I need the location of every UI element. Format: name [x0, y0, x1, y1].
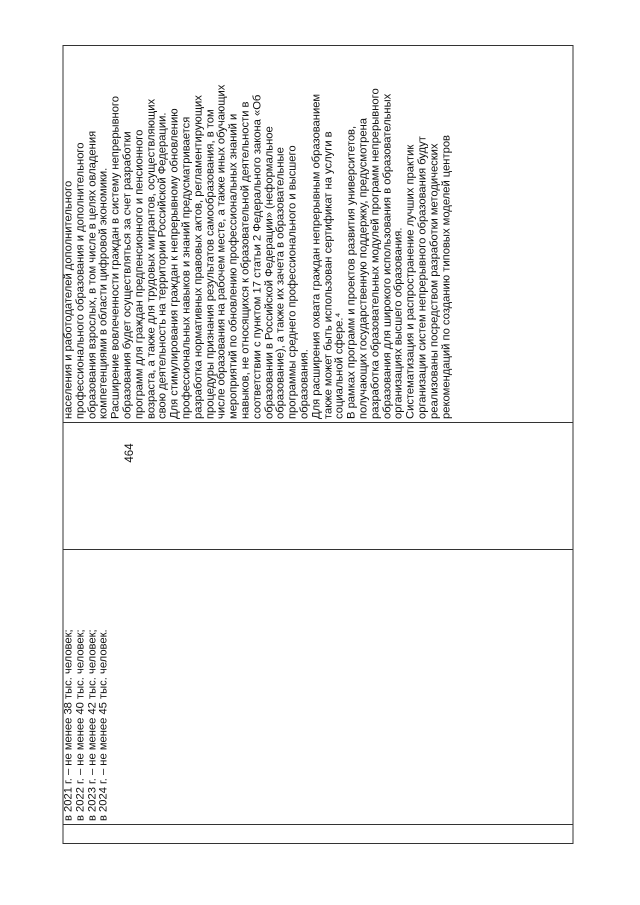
text-line: населения и работодателей дополнительного: [62, 180, 75, 419]
empty-cell-narrow: [63, 825, 573, 844]
target-line: в 2022 г. – не менее 40 тыс. человек;: [74, 629, 87, 821]
text-line: возраста, а также для трудовых мигрантов, осуществляющих: [145, 98, 158, 419]
text-line: образовании в Российской Федерации» (неформальное: [263, 126, 276, 419]
text-line: разработка нормативных правовых актов, регламентирующих: [192, 95, 205, 419]
description-cell: [63, 46, 573, 423]
text-line: социальной сфере.⁴: [333, 312, 346, 419]
text-line: профессионального образования и дополнительного: [74, 142, 87, 419]
text-line: В рамках программ и проектов развития университетов,: [345, 125, 358, 419]
text-line: организациях высшего образования.: [392, 227, 405, 419]
page-number: 464: [124, 443, 136, 463]
text-line: образование), а также их зачета в образовательные: [274, 147, 287, 419]
text-line: организации систем непрерывного образования будут: [416, 136, 429, 419]
text-line: программы среднего профессионального и высшего: [286, 145, 299, 419]
text-line: образования для широкого использования в образовательных: [381, 93, 394, 419]
table-row: [63, 46, 573, 844]
text-line: образования взрослых, в том числе в целях овладения: [86, 130, 99, 419]
target-line: в 2023 г. – не менее 42 тыс. человек;: [86, 629, 99, 821]
text-line: Для расширения охвата граждан непрерывным образованием: [310, 93, 323, 419]
target-line: в 2024 г. – не менее 45 тыс. человек.: [97, 629, 110, 821]
text-line: навыков, не относящихся к образовательной деятельности в: [239, 101, 252, 419]
text-line: реализованы посредством разработки методических: [428, 143, 441, 419]
text-line: профессиональных навыков и знаний предусматривается: [180, 116, 193, 419]
empty-cell-middle: [63, 423, 573, 550]
text-line: свою деятельность на территории Российской Федерации.: [156, 112, 169, 419]
text-line: соответствии с пунктом 17 статьи 2 Федерального закона «Об: [251, 94, 264, 419]
text-line: программ для граждан предпенсионного и пенсионного: [133, 129, 146, 419]
content-table: [63, 45, 574, 844]
text-line: Для стимулирования граждан к непрерывному обновлению: [168, 108, 181, 419]
text-line: рекомендаций по созданию типовых моделей центров: [440, 135, 452, 419]
text-line: Расширение вовлеченности граждан в систему непрерывного: [109, 96, 122, 419]
text-line: процедуры признания результатов самообразования, в том: [204, 109, 217, 419]
text-line: образования.: [298, 349, 311, 419]
text-line: Систематизация и распространение лучших практик: [404, 144, 417, 419]
text-line: числе образования на рабочем месте, а также иных обучающих: [215, 84, 228, 419]
text-line: компетенциями в области цифровой экономики.: [97, 167, 110, 419]
text-line: получающих государственную поддержку, предусмотрена: [357, 117, 370, 419]
text-line: мероприятий по обновлению профессиональных знаний и: [227, 113, 240, 419]
targets-cell: [63, 550, 573, 825]
text-line: также может быть использован сертификат на услуги в: [322, 131, 335, 419]
rotated-table-block: [63, 60, 574, 844]
text-line: образования будет осуществляться за счет разработки: [121, 131, 134, 419]
target-line: в 2021 г. – не менее 38 тыс. человек;: [62, 629, 75, 821]
text-line: разработка образовательных модулей программ непрерывного: [369, 88, 382, 419]
